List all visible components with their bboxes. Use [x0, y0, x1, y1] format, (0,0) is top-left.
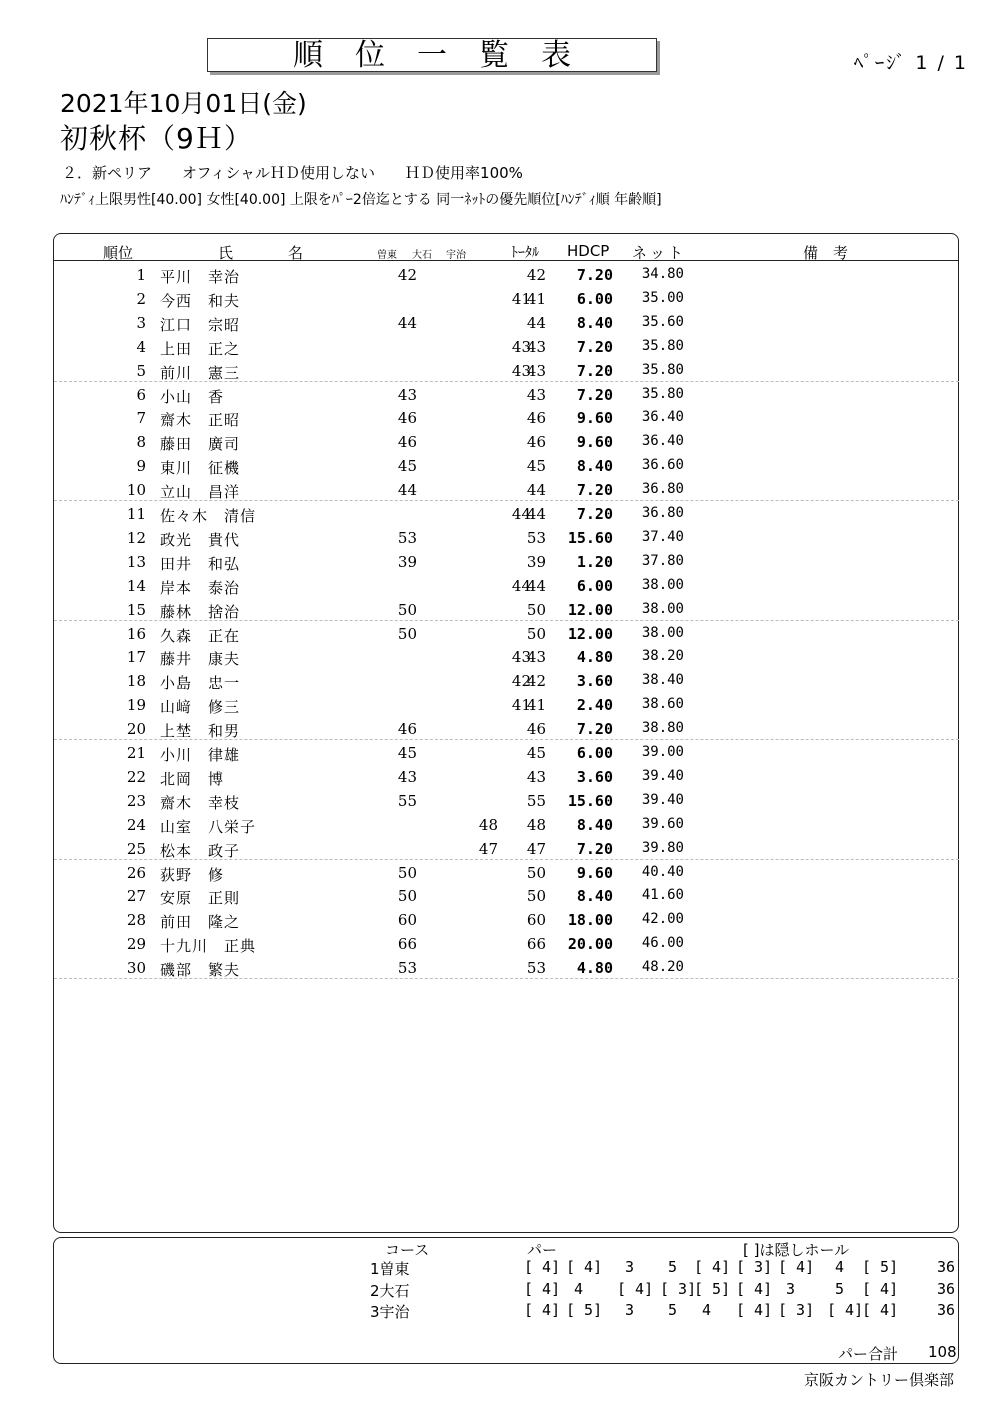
- net-score: 42.00: [641, 911, 684, 928]
- par-label: パー: [527, 1241, 558, 1259]
- rank-cell: 16: [126, 624, 146, 643]
- hdcp-value: 7.20: [576, 385, 613, 404]
- hdcp-value: 6.00: [576, 576, 613, 595]
- score-course-1: 46: [397, 409, 417, 428]
- header-divider: [54, 260, 959, 261]
- hole-par: [ 4]: [524, 1258, 561, 1276]
- rank-cell: 17: [126, 648, 146, 667]
- score-course-1: 53: [397, 959, 417, 978]
- player-name: 齋木 幸枝: [160, 793, 241, 812]
- hdcp-value: 7.20: [576, 361, 613, 380]
- total-score: 45: [526, 457, 546, 476]
- hidden-hole-note: [ ]は隠しホール: [743, 1241, 850, 1259]
- table-row: [54, 861, 959, 885]
- score-course-1: 44: [397, 481, 417, 500]
- hdcp-value: 8.40: [576, 313, 613, 332]
- net-score: 39.40: [641, 767, 684, 784]
- hole-par: [ 4]: [566, 1258, 603, 1276]
- rank-cell: 13: [126, 552, 146, 571]
- score-course-1: 50: [397, 887, 417, 906]
- rank-cell: 4: [136, 337, 146, 356]
- total-score: 50: [526, 863, 546, 882]
- total-score: 48: [526, 815, 546, 834]
- hdcp-value: 7.20: [576, 337, 613, 356]
- player-name: 北岡 博: [160, 769, 225, 788]
- table-row: [54, 717, 959, 741]
- hole-par: [ 4]: [827, 1301, 864, 1319]
- total-score: 43: [526, 385, 546, 404]
- score-course-2: 47: [478, 839, 498, 858]
- total-score: 47: [526, 839, 546, 858]
- net-score: 38.00: [641, 624, 684, 641]
- player-name: 上埜 和男: [160, 722, 241, 741]
- group-separator: [54, 381, 959, 382]
- table-row: [54, 645, 959, 669]
- score-course-1: 43: [397, 385, 417, 404]
- table-row: [54, 454, 959, 478]
- hdcp-value: 8.40: [576, 457, 613, 476]
- table-row: [54, 908, 959, 932]
- table-row: [54, 335, 959, 359]
- hole-par: [ 5]: [862, 1258, 899, 1276]
- net-score: 36.40: [641, 409, 684, 426]
- hdcp-value: 7.20: [576, 266, 613, 284]
- course-name: 2大石: [370, 1281, 410, 1300]
- hdcp-value: 6.00: [576, 744, 613, 762]
- score-course-3: 43: [511, 361, 531, 380]
- hdcp-value: 2.40: [576, 696, 613, 715]
- score-course-1: 53: [397, 528, 417, 547]
- player-name: 東川 征機: [160, 459, 241, 478]
- total-score: 43: [526, 648, 546, 667]
- hole-par: 5: [668, 1258, 678, 1276]
- player-name: 今西 和夫: [160, 291, 241, 310]
- net-score: 39.00: [641, 744, 684, 760]
- net-score: 35.80: [641, 385, 684, 402]
- rank-cell: 7: [136, 409, 146, 428]
- club-name: 京阪カントリー倶楽部: [803, 1371, 954, 1389]
- col-name-1: 氏: [218, 244, 234, 262]
- player-name: 藤井 康夫: [160, 650, 241, 669]
- table-row: [54, 406, 959, 430]
- scoring-conditions: ２．新ペリア オフィシャルＨＤ使用しない ＨＤ使用率100%: [62, 164, 523, 182]
- page-number: ﾍﾟｰｼﾞ 1 / 1: [853, 52, 968, 74]
- player-name: 安原 正則: [160, 889, 241, 908]
- net-score: 35.80: [641, 361, 684, 378]
- table-row: [54, 311, 959, 335]
- total-score: 53: [526, 959, 546, 978]
- par-total-label: パー合計: [838, 1345, 899, 1363]
- player-name: 前田 隆之: [160, 913, 241, 932]
- hdcp-value: 8.40: [576, 815, 613, 834]
- score-course-3: 42: [511, 672, 531, 691]
- table-row: [54, 669, 959, 693]
- score-course-1: 46: [397, 433, 417, 452]
- score-course-3: 43: [511, 337, 531, 356]
- rank-cell: 21: [126, 744, 146, 762]
- rank-cell: 18: [126, 672, 146, 691]
- hdcp-value: 3.60: [576, 672, 613, 691]
- net-score: 48.20: [641, 959, 684, 976]
- col-remarks: 備 考: [803, 244, 849, 262]
- group-separator: [54, 739, 959, 740]
- total-score: 44: [526, 576, 546, 595]
- handicap-rule: ﾊﾝﾃﾞｨ上限男性[40.00] 女性[40.00] 上限をﾊﾟｰ2倍迄とする 同一ﾈｯﾄの優先順位[ﾊﾝﾃﾞｨ順 年齢順]: [60, 192, 662, 208]
- net-score: 36.80: [641, 481, 684, 498]
- score-course-1: 50: [397, 863, 417, 882]
- hole-par: [ 4]: [736, 1301, 773, 1319]
- hdcp-value: 7.20: [576, 481, 613, 500]
- net-score: 38.60: [641, 696, 684, 713]
- score-course-3: 44: [511, 576, 531, 595]
- rank-cell: 27: [126, 887, 146, 906]
- rank-cell: 1: [136, 266, 146, 284]
- player-name: 佐々木 清信: [160, 507, 257, 525]
- score-course-2: 48: [478, 815, 498, 834]
- hdcp-value: 1.20: [576, 552, 613, 571]
- table-row: [54, 789, 959, 813]
- rank-cell: 3: [136, 313, 146, 332]
- net-score: 35.80: [641, 337, 684, 354]
- score-course-1: 55: [397, 791, 417, 810]
- total-score: 55: [526, 791, 546, 810]
- page-title: 順位一覧表: [207, 38, 657, 72]
- total-score: 50: [526, 624, 546, 643]
- score-course-1: 50: [397, 624, 417, 643]
- hdcp-value: 6.00: [576, 289, 613, 308]
- table-row: [54, 383, 959, 407]
- net-score: 36.60: [641, 457, 684, 474]
- hdcp-value: 4.80: [576, 648, 613, 667]
- group-separator: [54, 620, 959, 621]
- table-row: [54, 502, 959, 526]
- player-name: 江口 宗昭: [160, 315, 241, 334]
- hdcp-value: 4.80: [576, 959, 613, 978]
- rank-cell: 23: [126, 791, 146, 810]
- table-row: [54, 884, 959, 908]
- net-score: 41.60: [641, 887, 684, 904]
- score-course-3: 44: [511, 505, 531, 523]
- hole-par: [ 4]: [617, 1279, 654, 1298]
- player-name: 久森 正在: [160, 626, 241, 645]
- hdcp-value: 7.20: [576, 720, 613, 739]
- hole-par: 4: [835, 1258, 845, 1276]
- course-par-total: 36: [937, 1258, 956, 1276]
- table-row: [54, 741, 959, 765]
- player-name: 政光 貴代: [160, 530, 241, 549]
- hdcp-value: 8.40: [576, 887, 613, 906]
- rank-cell: 30: [126, 959, 146, 978]
- course-par-total: 36: [937, 1279, 956, 1298]
- hole-par: 3: [786, 1279, 796, 1298]
- table-row: [54, 765, 959, 789]
- hdcp-value: 3.60: [576, 767, 613, 786]
- hdcp-value: 15.60: [567, 528, 613, 547]
- total-score: 39: [526, 552, 546, 571]
- group-separator: [54, 500, 959, 501]
- total-score: 44: [526, 313, 546, 332]
- col-course-3: 宇治: [446, 250, 466, 261]
- player-name: 山室 八栄子: [160, 817, 257, 836]
- table-row: [54, 837, 959, 861]
- hole-par: 4: [702, 1301, 712, 1319]
- hdcp-value: 7.20: [576, 839, 613, 858]
- hole-par: [ 4]: [736, 1279, 773, 1298]
- hole-par: [ 4]: [862, 1279, 899, 1298]
- score-course-1: 42: [397, 266, 417, 284]
- total-score: 41: [526, 696, 546, 715]
- hole-par: [ 3]: [660, 1279, 697, 1298]
- course-par-total: 36: [937, 1301, 956, 1319]
- hole-par: 5: [668, 1301, 678, 1319]
- table-row: [54, 574, 959, 598]
- player-name: 前川 憲三: [160, 363, 241, 382]
- hole-par: 3: [625, 1301, 635, 1319]
- net-score: 38.00: [641, 600, 684, 617]
- total-score: 43: [526, 361, 546, 380]
- net-score: 38.80: [641, 720, 684, 737]
- par-total-value: 108: [928, 1343, 957, 1361]
- hole-par: [ 3]: [778, 1301, 815, 1319]
- group-separator: [54, 859, 959, 860]
- player-name: 平川 幸治: [160, 268, 241, 286]
- total-score: 41: [526, 289, 546, 308]
- hole-par: [ 4]: [524, 1279, 561, 1298]
- table-row: [54, 359, 959, 383]
- player-name: 岸本 泰治: [160, 578, 241, 597]
- course-name: 1曽東: [370, 1260, 410, 1278]
- player-name: 上田 正之: [160, 339, 241, 358]
- player-name: 齋木 正昭: [160, 411, 241, 430]
- player-name: 田井 和弘: [160, 554, 241, 573]
- net-score: 35.60: [641, 313, 684, 330]
- hole-par: 3: [625, 1258, 635, 1276]
- hdcp-value: 9.60: [576, 433, 613, 452]
- rank-cell: 12: [126, 528, 146, 547]
- hdcp-value: 15.60: [567, 791, 613, 810]
- rank-cell: 2: [136, 289, 146, 308]
- score-course-1: 60: [397, 911, 417, 930]
- total-score: 60: [526, 911, 546, 930]
- score-course-1: 66: [397, 935, 417, 954]
- total-score: 50: [526, 887, 546, 906]
- col-course-2: 大石: [412, 250, 432, 261]
- player-name: 小川 律雄: [160, 746, 241, 764]
- rank-cell: 22: [126, 767, 146, 786]
- table-row: [54, 430, 959, 454]
- net-score: 36.40: [641, 433, 684, 450]
- net-score: 37.40: [641, 528, 684, 545]
- net-score: 46.00: [641, 935, 684, 952]
- hole-par: [ 3]: [736, 1258, 773, 1276]
- net-score: 38.40: [641, 672, 684, 689]
- rank-cell: 20: [126, 720, 146, 739]
- col-name-2: 名: [288, 244, 304, 262]
- net-score: 39.80: [641, 839, 684, 856]
- hole-par: 5: [835, 1279, 845, 1298]
- rank-cell: 24: [126, 815, 146, 834]
- score-course-1: 45: [397, 744, 417, 762]
- total-score: 46: [526, 409, 546, 428]
- total-score: 46: [526, 720, 546, 739]
- table-row: [54, 693, 959, 717]
- col-net: ネット: [632, 244, 687, 262]
- col-course-1: 曽東: [377, 250, 397, 261]
- score-course-1: 44: [397, 313, 417, 332]
- score-course-3: 41: [511, 696, 531, 715]
- rank-cell: 14: [126, 576, 146, 595]
- rank-cell: 8: [136, 433, 146, 452]
- hole-par: [ 4]: [862, 1301, 899, 1319]
- score-course-3: 41: [511, 289, 531, 308]
- total-score: 42: [526, 672, 546, 691]
- rank-cell: 25: [126, 839, 146, 858]
- total-score: 50: [526, 600, 546, 619]
- rank-cell: 28: [126, 911, 146, 930]
- total-score: 44: [526, 481, 546, 500]
- rank-cell: 11: [126, 505, 146, 523]
- rank-cell: 19: [126, 696, 146, 715]
- event-date: 2021年10月01日(金): [60, 89, 307, 118]
- course-name: 3宇治: [370, 1303, 410, 1321]
- hole-par: [ 4]: [524, 1301, 561, 1319]
- table-row: [54, 813, 959, 837]
- rank-cell: 15: [126, 600, 146, 619]
- net-score: 37.80: [641, 552, 684, 569]
- table-row: [54, 622, 959, 646]
- rank-cell: 5: [136, 361, 146, 380]
- total-score: 43: [526, 767, 546, 786]
- score-course-1: 43: [397, 767, 417, 786]
- player-name: 小島 忠一: [160, 674, 241, 693]
- player-name: 小山 香: [160, 387, 225, 406]
- hdcp-value: 7.20: [576, 505, 613, 523]
- player-name: 十九川 正典: [160, 937, 257, 956]
- score-course-1: 46: [397, 720, 417, 739]
- hole-par: [ 4]: [778, 1258, 815, 1276]
- table-row: [54, 598, 959, 622]
- hdcp-value: 9.60: [576, 863, 613, 882]
- group-separator: [54, 978, 959, 979]
- rank-cell: 26: [126, 863, 146, 882]
- table-row: [54, 956, 959, 980]
- net-score: 39.40: [641, 791, 684, 808]
- col-hdcp: HDCP: [567, 242, 610, 260]
- player-name: 山﨑 修三: [160, 698, 241, 717]
- total-score: 44: [526, 505, 546, 523]
- hdcp-value: 18.00: [567, 911, 613, 930]
- col-rank: 順位: [103, 244, 134, 262]
- hdcp-value: 20.00: [567, 935, 613, 954]
- col-total: ﾄｰﾀﾙ: [511, 245, 539, 261]
- total-score: 46: [526, 433, 546, 452]
- player-name: 磯部 繁夫: [160, 961, 241, 980]
- net-score: 34.80: [641, 266, 684, 282]
- rank-cell: 9: [136, 457, 146, 476]
- hdcp-value: 12.00: [567, 600, 613, 619]
- event-name: 初秋杯（9Ｈ）: [60, 122, 253, 155]
- total-score: 66: [526, 935, 546, 954]
- player-name: 藤田 廣司: [160, 435, 241, 454]
- player-name: 松本 政子: [160, 841, 241, 860]
- table-row: [54, 263, 959, 287]
- net-score: 38.00: [641, 576, 684, 593]
- hole-par: [ 4]: [694, 1258, 731, 1276]
- table-row: [54, 932, 959, 956]
- hdcp-value: 9.60: [576, 409, 613, 428]
- hdcp-value: 12.00: [567, 624, 613, 643]
- rank-cell: 29: [126, 935, 146, 954]
- hole-par: [ 5]: [566, 1301, 603, 1319]
- hole-par: [ 5]: [694, 1279, 731, 1298]
- table-row: [54, 287, 959, 311]
- table-row: [54, 526, 959, 550]
- player-name: 立山 昌洋: [160, 483, 241, 502]
- rank-cell: 6: [136, 385, 146, 404]
- total-score: 45: [526, 744, 546, 762]
- score-course-1: 45: [397, 457, 417, 476]
- net-score: 35.00: [641, 289, 684, 306]
- score-course-1: 39: [397, 552, 417, 571]
- score-course-1: 50: [397, 600, 417, 619]
- total-score: 53: [526, 528, 546, 547]
- table-row: [54, 550, 959, 574]
- player-name: 荻野 修: [160, 865, 225, 884]
- net-score: 36.80: [641, 505, 684, 521]
- score-course-3: 43: [511, 648, 531, 667]
- player-name: 藤林 捨治: [160, 602, 241, 621]
- course-label: コース: [385, 1241, 430, 1259]
- net-score: 39.60: [641, 815, 684, 832]
- rank-cell: 10: [126, 481, 146, 500]
- hole-par: 4: [574, 1279, 584, 1298]
- net-score: 38.20: [641, 648, 684, 665]
- total-score: 43: [526, 337, 546, 356]
- table-row: [54, 478, 959, 502]
- net-score: 40.40: [641, 863, 684, 880]
- total-score: 42: [526, 266, 546, 284]
